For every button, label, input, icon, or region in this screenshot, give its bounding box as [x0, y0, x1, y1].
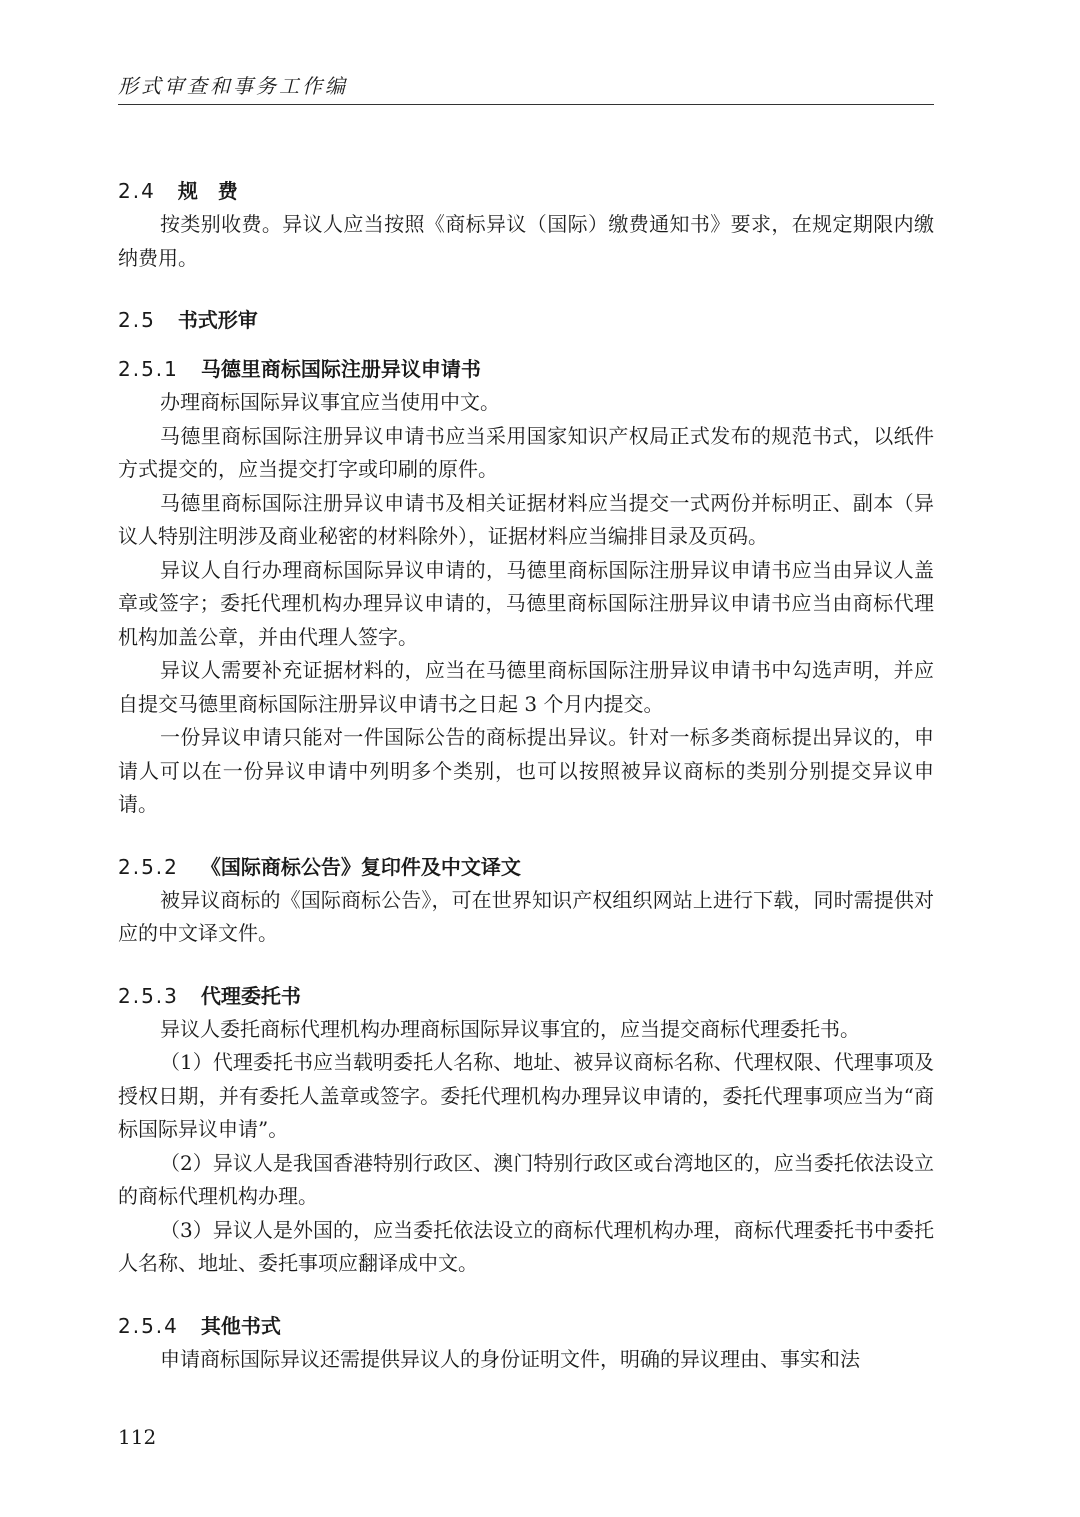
paragraph: 异议人需要补充证据材料的，应当在马德里商标国际注册异议申请书中勾选声明，并应自提交马德里商标国际注册异议申请书之日起 3 个月内提交。: [118, 658, 934, 716]
subsection-heading: [118, 979, 934, 1013]
paragraph: 办理商标国际异议事宜应当使用中文。: [160, 390, 500, 414]
header-rule: [118, 104, 934, 105]
subsection-heading: [118, 352, 934, 386]
paragraph: （3）异议人是外国的，应当委托依法设立的商标代理机构办理，商标代理委托书中委托人名称、地址、委托事项应翻译成中文。: [118, 1217, 934, 1275]
section-title: 《国际商标公告》复印件及中文译文: [200, 854, 521, 879]
paragraph: 马德里商标国际注册异议申请书及相关证据材料应当提交一式两份并标明正、副本（异议人特别注明涉及商业秘密的材料除外），证据材料应当编排目录及页码。: [118, 490, 934, 548]
paragraph: （1）代理委托书应当载明委托人名称、地址、被异议商标名称、代理权限、代理事项及授权日期，并有委托人盖章或签字。委托代理机构办理异议申请的，委托代理事项应当为“商标国际异议申请”。: [118, 1050, 934, 1141]
section-title: 规 费: [177, 179, 238, 203]
section-heading: [118, 174, 934, 208]
section-heading: [118, 303, 934, 337]
section-title: 马德里商标国际注册异议申请书: [200, 357, 481, 381]
section-title: 代理委托书: [200, 983, 301, 1008]
paragraph: 一份异议申请只能对一件国际公告的商标提出异议。针对一标多类商标提出异议的，申请人可以在一份异议申请中列明多个类别，也可以按照被异议商标的类别分别提交异议申请。: [118, 725, 934, 816]
section-number: 2.5.2: [118, 854, 179, 879]
subsection-heading: [118, 850, 934, 884]
section-number: 2.5.1: [118, 357, 179, 381]
section-title: 其他书式: [200, 1313, 281, 1338]
paragraph: 按类别收费。异议人应当按照《商标异议（国际）缴费通知书》要求，在规定期限内缴纳费用。: [118, 212, 934, 270]
paragraph: 异议人自行办理商标国际异议申请的，马德里商标国际注册异议申请书应当由异议人盖章或签字；委托代理机构办理异议申请的，马德里商标国际注册异议申请书应当由商标代理机构加盖公章，并由代理人签字。: [118, 557, 934, 649]
paragraph: 异议人委托商标代理机构办理商标国际异议事宜的，应当提交商标代理委托书。: [160, 1016, 860, 1041]
paragraph: 申请商标国际异议还需提供异议人的身份证明文件，明确的异议理由、事实和法: [160, 1346, 860, 1371]
page-number: 112: [118, 1425, 157, 1449]
subsection-heading: [118, 1309, 934, 1343]
section-number: 2.4: [118, 179, 156, 203]
section-title: 书式形审: [177, 308, 258, 332]
paragraph: （2）异议人是我国香港特别行政区、澳门特别行政区或台湾地区的，应当委托依法设立的商标代理机构办理。: [118, 1150, 934, 1208]
running-header: 形式审查和事务工作编: [118, 74, 348, 98]
section-number: 2.5: [118, 308, 156, 332]
body-content: [118, 174, 934, 1376]
paragraph: 被异议商标的《国际商标公告》，可在世界知识产权组织网站上进行下载，同时需提供对应的中文译文件。: [118, 887, 934, 945]
paragraph: 马德里商标国际注册异议申请书应当采用国家知识产权局正式发布的规范书式，以纸件方式提交的，应当提交打字或印刷的原件。: [118, 423, 934, 481]
section-number: 2.5.4: [118, 1313, 179, 1338]
section-number: 2.5.3: [118, 983, 179, 1008]
